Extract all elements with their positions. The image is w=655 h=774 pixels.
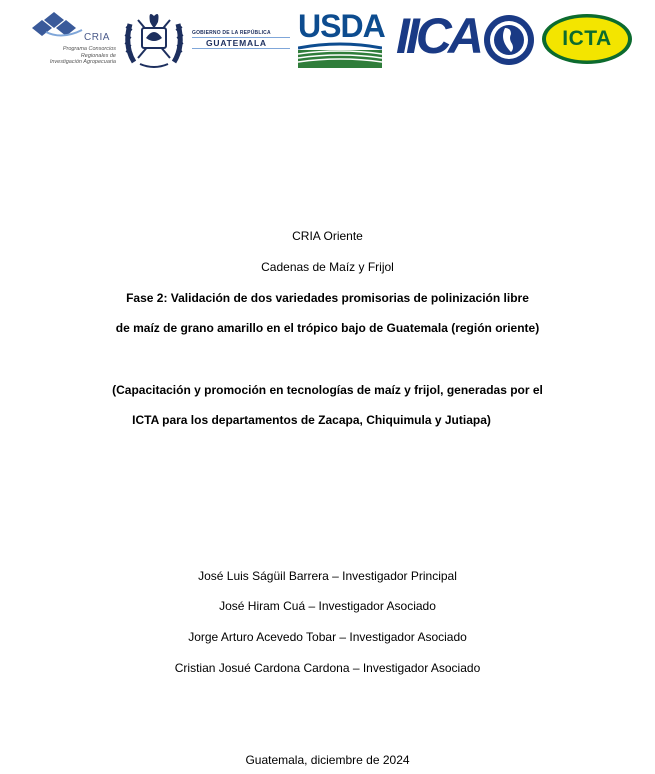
- program-name: CRIA Oriente: [292, 229, 363, 243]
- subtitle-line-1: (Capacitación y promoción en tecnologías de maíz y frijol, generadas por el: [112, 383, 543, 397]
- cria-name: CRIA: [84, 32, 110, 43]
- guatemala-label: GUATEMALA: [192, 37, 290, 49]
- title-line-2: de maíz de grano amarillo en el trópico bajo de Guatemala (región oriente): [115, 321, 540, 335]
- gobierno-label: GOBIERNO DE LA REPÚBLICA: [192, 30, 271, 36]
- usda-waves-icon: [298, 42, 382, 68]
- cria-logo: [24, 8, 116, 72]
- chain-name: Cadenas de Maíz y Frijol: [261, 260, 394, 274]
- usda-logo: [298, 8, 385, 68]
- cria-diamonds-icon: [32, 10, 92, 40]
- logo-strip: [0, 0, 655, 80]
- author-3: Jorge Arturo Acevedo Tobar – Investigador Asociado: [188, 630, 467, 644]
- author-1: José Luis Ságüil Barrera – Investigador Principal: [198, 569, 457, 583]
- place-date: Guatemala, diciembre de 2024: [245, 753, 410, 767]
- guatemala-coat-of-arms: [120, 6, 188, 72]
- author-2: José Hiram Cuá – Investigador Asociado: [219, 599, 436, 613]
- iica-wordmark: IICA: [396, 8, 480, 64]
- cria-subtitle: Programa Consorcios Regionales de Investigación Agropecuaria: [49, 46, 116, 65]
- title-line-1: Fase 2: Validación de dos variedades promisorias de polinización libre: [126, 291, 529, 305]
- coat-of-arms-icon: [120, 6, 188, 72]
- icta-logo: [541, 13, 633, 65]
- globe-seal-icon: [483, 14, 535, 66]
- author-4: Cristian Josué Cardona Cardona – Investigador Asociado: [174, 661, 481, 675]
- iica-globe-seal: [483, 14, 535, 66]
- subtitle-line-2: ICTA para los departamentos de Zacapa, Chiquimula y Jutiapa): [132, 413, 491, 427]
- iica-logo: [396, 10, 480, 68]
- icta-wordmark: ICTA: [562, 27, 612, 50]
- gobierno-guatemala-logo: [192, 30, 290, 56]
- usda-wordmark: USDA: [298, 8, 385, 44]
